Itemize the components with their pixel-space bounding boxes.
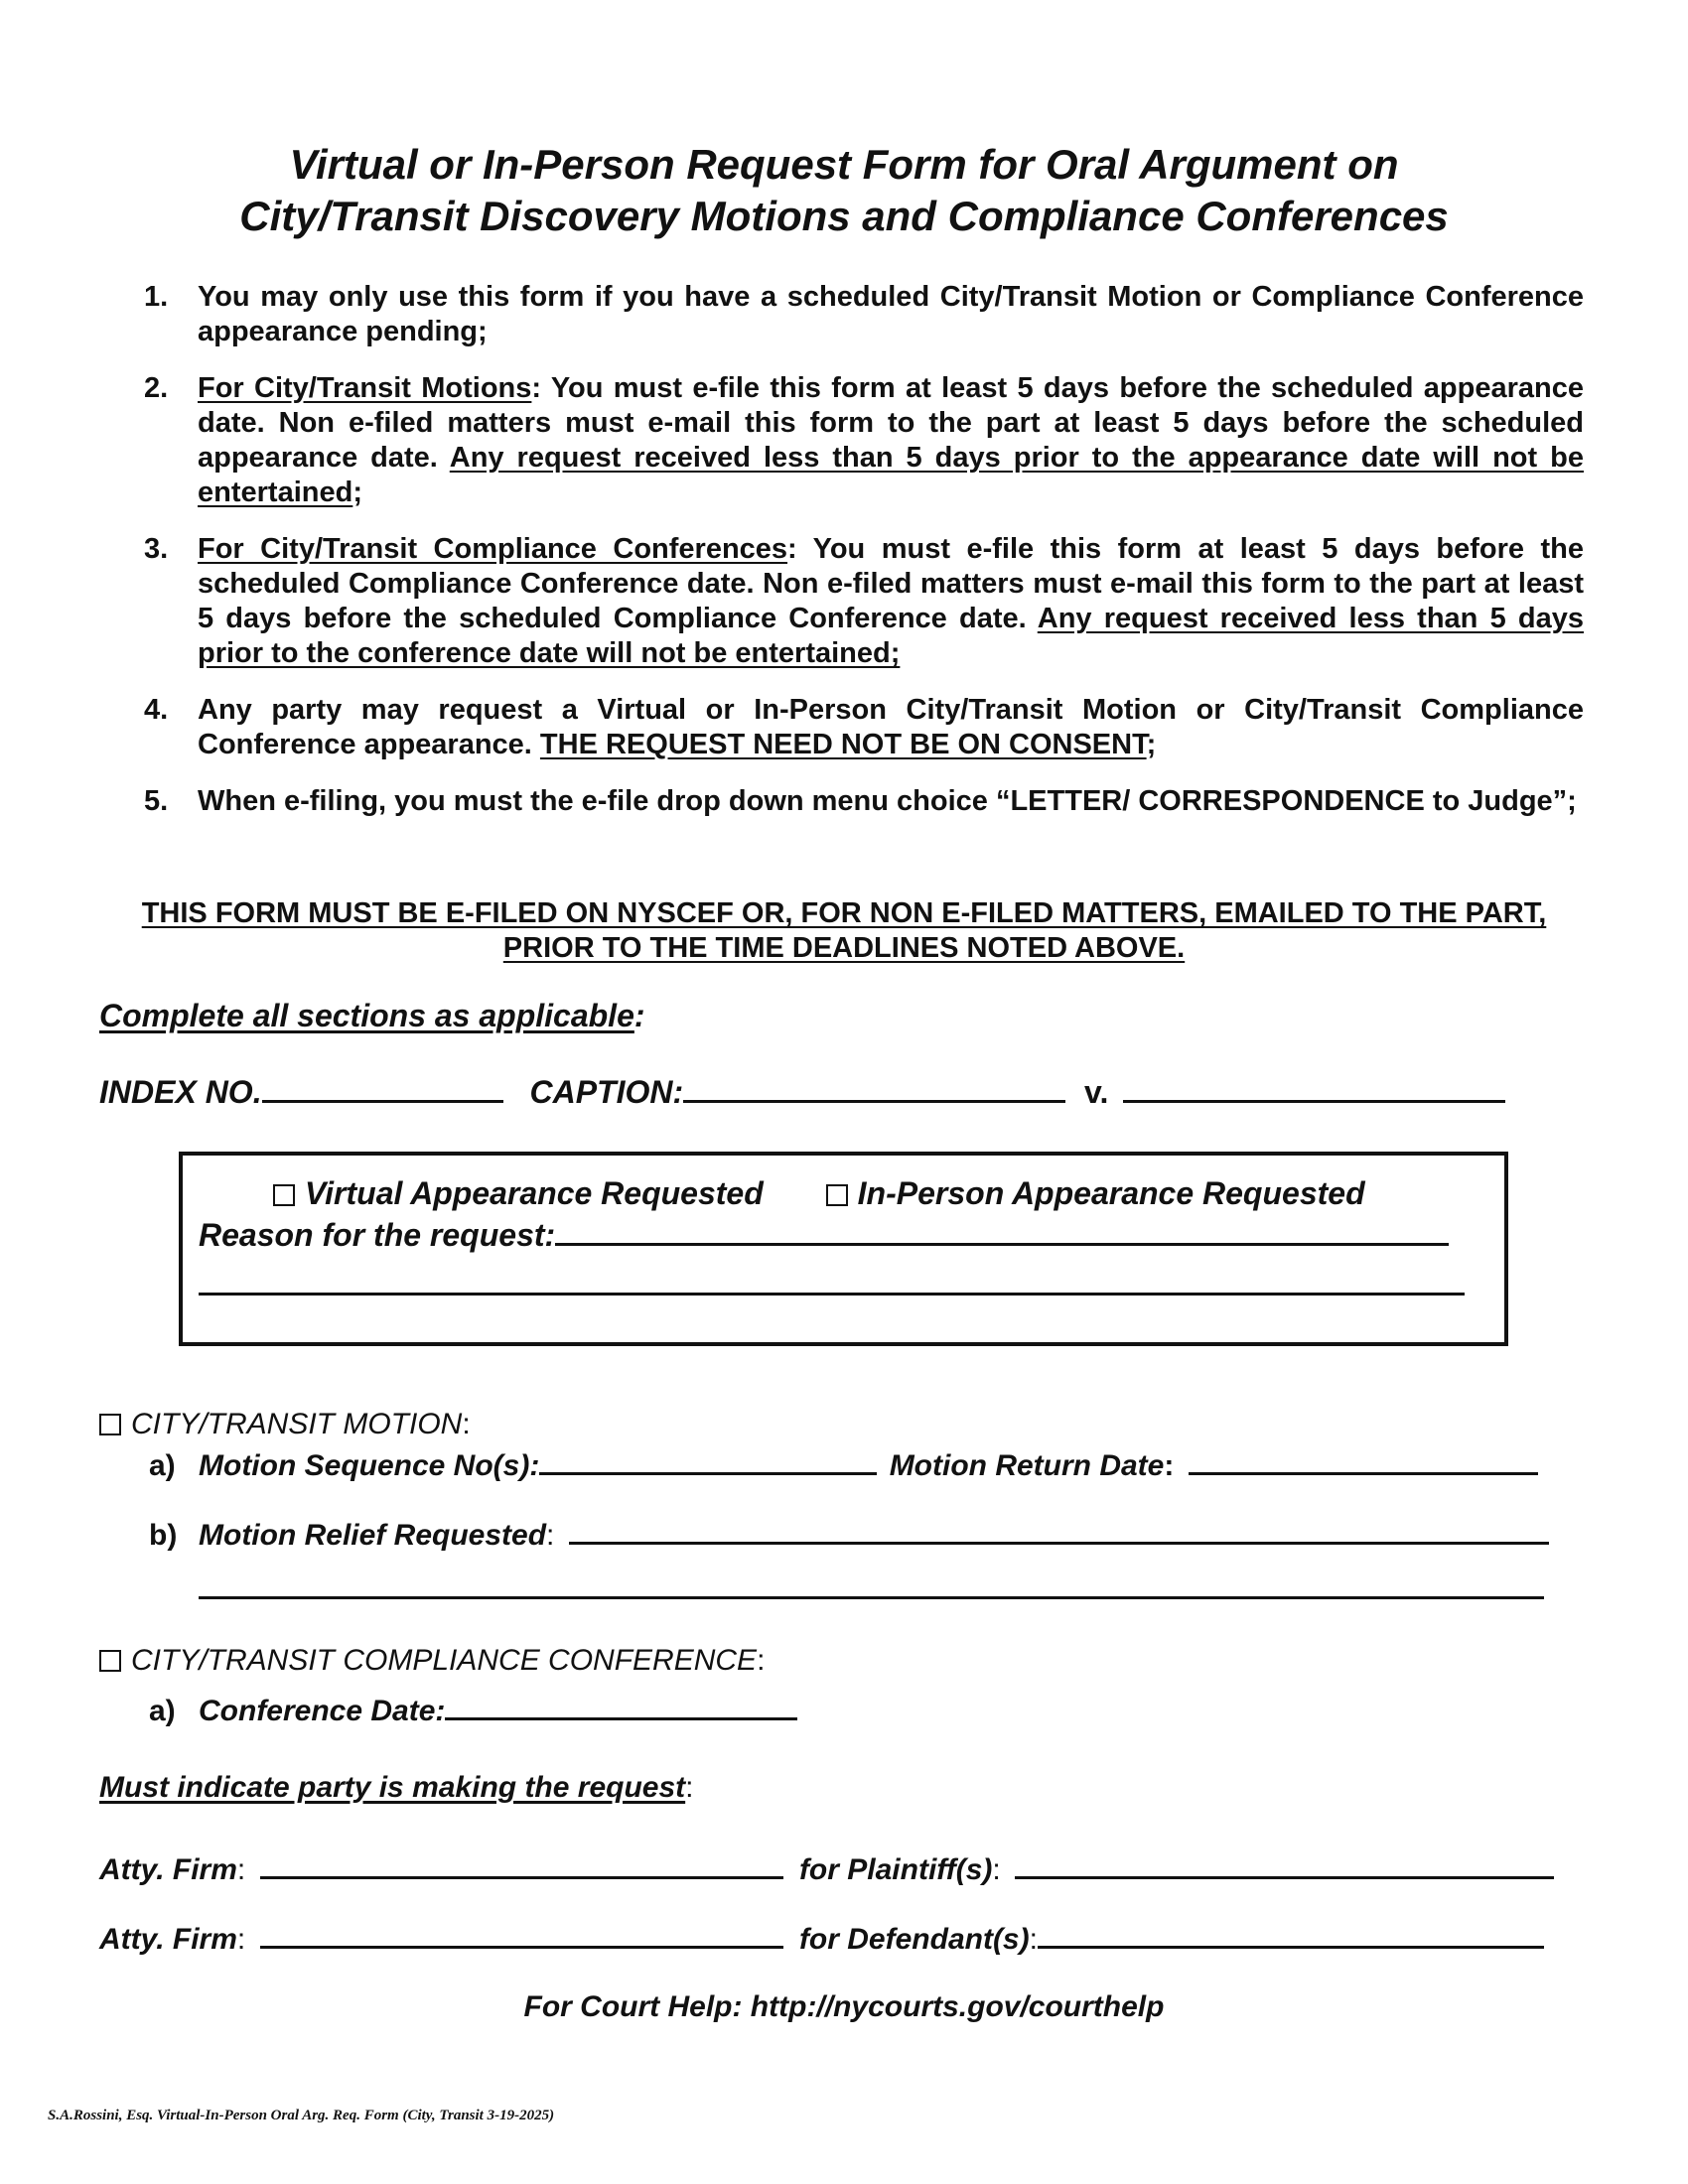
form-title [0, 139, 1688, 242]
motion-sequence-field[interactable] [539, 1444, 877, 1475]
instruction-item-2 [144, 371, 1584, 510]
conference-header-label: CITY/TRANSIT COMPLIANCE CONFERENCE [131, 1644, 758, 1677]
reason-field-line-1[interactable] [555, 1215, 1449, 1246]
item-emphasis: Any request received less than 5 days prior to the conference date will not be entertained; [198, 603, 1584, 669]
party-label: Must indicate party is making the request [99, 1771, 686, 1804]
caption-row [99, 1072, 1505, 1112]
conference-date-label: Conference Date: [199, 1695, 446, 1727]
complete-sections-heading [99, 996, 645, 1035]
title-line-1: Virtual or In-Person Request Form for Oral Argument on [289, 141, 1399, 188]
motion-letter-b: b) [149, 1519, 178, 1552]
party-heading [99, 1769, 694, 1807]
motion-relief-field-line-1[interactable] [569, 1514, 1549, 1545]
appearance-options [273, 1173, 1365, 1213]
reason-label: Reason for the request: [199, 1217, 556, 1253]
item-tail: ; [1146, 729, 1157, 760]
versus-label: v. [1084, 1074, 1109, 1110]
plaintiff-atty-firm-label: Atty. Firm [99, 1853, 237, 1886]
form-footer: S.A.Rossini, Esq. Virtual-In-Person Oral Arg. Req. Form (City, Transit 3-19-2025) [48, 2108, 555, 2123]
virtual-appearance-checkbox[interactable] [273, 1184, 295, 1206]
defendant-row: Atty. Firm: for Defendant(s): [99, 1918, 1544, 1959]
motion-header-colon: : [462, 1408, 471, 1440]
instruction-item-3 [144, 532, 1584, 671]
item-number: 2. [144, 372, 169, 404]
conference-letter-a: a) [149, 1695, 176, 1727]
motion-sequence-label: Motion Sequence No(s): [199, 1449, 540, 1482]
motion-section-header [99, 1406, 471, 1443]
plaintiff-field[interactable] [1015, 1848, 1554, 1879]
reason-row [199, 1215, 1449, 1255]
motion-return-date-label: Motion Return Date [889, 1449, 1165, 1482]
defendant-atty-firm-label: Atty. Firm [99, 1923, 237, 1956]
conference-row-a [149, 1690, 797, 1730]
plaintiff-row: Atty. Firm: for Plaintiff(s): [99, 1848, 1554, 1889]
party-colon: : [685, 1771, 694, 1804]
motion-return-date-field[interactable] [1189, 1444, 1538, 1475]
title-line-2: City/Transit Discovery Motions and Compliance Conferences [239, 193, 1449, 239]
complete-label: Complete all sections as applicable [99, 998, 634, 1033]
item-emphasis: Any request received less than 5 days prior to the appearance date will not be entertained [198, 442, 1584, 508]
defendant-field[interactable] [1038, 1918, 1544, 1949]
plaintiff-label: for Plaintiff(s) [798, 1853, 993, 1886]
instructions-list [144, 280, 1584, 841]
item-text: : You must e-file this form at least 5 days before the scheduled Compliance Conference date. Non e-filed matters must e-mail this form to the part at least 5 days before the scheduled Compliance Conference date. [198, 533, 1584, 634]
in-person-appearance-checkbox[interactable] [826, 1184, 848, 1206]
item-number: 4. [144, 694, 169, 726]
motion-checkbox[interactable] [99, 1414, 121, 1435]
reason-field-line-2[interactable] [199, 1293, 1465, 1296]
conference-section-header [99, 1642, 765, 1680]
motion-relief-field-line-2[interactable] [199, 1596, 1544, 1599]
complete-colon: : [633, 998, 645, 1033]
in-person-appearance-label: In-Person Appearance Requested [857, 1175, 1365, 1211]
motion-relief-label: Motion Relief Requested [199, 1519, 547, 1552]
defendant-atty-firm-field[interactable] [260, 1918, 783, 1949]
notice-line-2: PRIOR TO THE TIME DEADLINES NOTED ABOVE. [502, 932, 1186, 964]
conference-date-field[interactable] [445, 1690, 797, 1720]
item-text: : You must e-file this form at least 5 days before the scheduled appearance date. Non e-filed matters must e-mail this form to the part at least 5 days before the scheduled appearance date. [198, 372, 1584, 474]
court-help-link[interactable]: For Court Help: http://nycourts.gov/courthelp [523, 1990, 1165, 2023]
item-text: Any party may request a Virtual or In-Person City/Transit Motion or City/Transit Compliance Conference appearance. [198, 694, 1584, 760]
item-number: 1. [144, 281, 169, 313]
motion-letter-a: a) [149, 1449, 176, 1482]
item-emphasis: THE REQUEST NEED NOT BE ON CONSENT [539, 729, 1147, 760]
index-number-field[interactable] [262, 1072, 503, 1103]
motion-row-a: a) Motion Sequence No(s): Motion Return Date: [149, 1444, 1538, 1485]
motion-row-b: b) Motion Relief Requested: [149, 1514, 1549, 1555]
instruction-item-1 [144, 280, 1584, 349]
conference-header-colon: : [757, 1644, 766, 1677]
instruction-item-4 [144, 693, 1584, 762]
caption-defendant-field[interactable] [1123, 1072, 1505, 1103]
item-lead: For City/Transit Motions [198, 372, 532, 404]
item-number: 5. [144, 785, 169, 817]
caption-label: CAPTION: [529, 1074, 684, 1110]
index-label: INDEX NO. [99, 1074, 262, 1110]
instruction-item-5 [144, 784, 1584, 819]
item-text: You may only use this form if you have a scheduled City/Transit Motion or Compliance Conference appearance pending; [198, 281, 1584, 347]
defendant-label: for Defendant(s) [798, 1923, 1030, 1956]
filing-notice [99, 896, 1589, 966]
conference-checkbox[interactable] [99, 1650, 121, 1672]
motion-header-label: CITY/TRANSIT MOTION [131, 1408, 463, 1440]
plaintiff-atty-firm-field[interactable] [260, 1848, 783, 1879]
item-tail: ; [352, 477, 362, 508]
notice-line-1: THIS FORM MUST BE E-FILED ON NYSCEF OR, FOR NON E-FILED MATTERS, EMAILED TO THE PART, [141, 897, 1547, 929]
item-text: When e-filing, you must the e-file drop down menu choice “LETTER/ CORRESPONDENCE to Judge”; [198, 785, 1577, 817]
item-number: 3. [144, 533, 169, 565]
caption-plaintiff-field[interactable] [683, 1072, 1065, 1103]
virtual-appearance-label: Virtual Appearance Requested [305, 1175, 764, 1211]
item-lead: For City/Transit Compliance Conferences [198, 533, 788, 565]
